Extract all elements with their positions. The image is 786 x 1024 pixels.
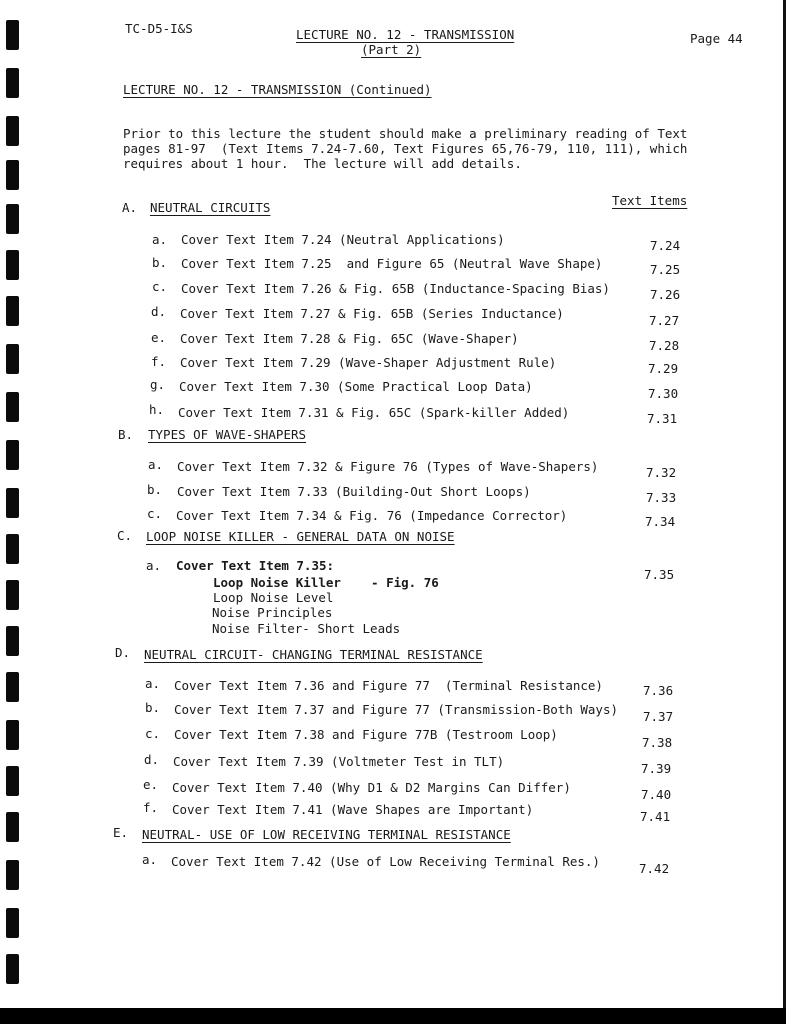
binder-hole bbox=[6, 296, 19, 326]
item-letter: a. bbox=[142, 852, 158, 867]
binder-hole bbox=[6, 68, 19, 98]
item-text: Cover Text Item 7.36 and Figure 77 (Terminal Resistance) bbox=[174, 678, 603, 693]
item-text: Cover Text Item 7.31 & Fig. 65C (Spark-killer Added) bbox=[178, 405, 570, 420]
item-text: Cover Text Item 7.35: bbox=[176, 558, 335, 573]
intro-line: requires about 1 hour. The lecture will add details. bbox=[123, 156, 522, 171]
item-ref: 7.30 bbox=[648, 386, 679, 401]
binder-hole bbox=[6, 116, 19, 146]
item-letter: a. bbox=[146, 558, 162, 573]
binder-hole bbox=[6, 344, 19, 374]
item-ref: 7.29 bbox=[648, 361, 679, 376]
item-ref: 7.32 bbox=[646, 465, 677, 480]
binder-hole bbox=[6, 204, 19, 234]
section-letter: A. bbox=[122, 200, 138, 215]
item-letter: d. bbox=[144, 752, 160, 767]
scan-bottom-edge bbox=[0, 1008, 786, 1024]
item-text: Cover Text Item 7.26 & Fig. 65B (Inductance-Spacing Bias) bbox=[181, 281, 610, 296]
item-ref: 7.27 bbox=[649, 313, 680, 328]
sub-item: Noise Filter- Short Leads bbox=[212, 621, 401, 636]
section-letter: C. bbox=[117, 528, 133, 543]
item-letter: b. bbox=[147, 482, 163, 497]
item-ref: 7.41 bbox=[640, 809, 671, 824]
item-text: Cover Text Item 7.37 and Figure 77 (Transmission-Both Ways) bbox=[174, 702, 619, 717]
section-letter: D. bbox=[115, 645, 131, 660]
item-text: Cover Text Item 7.38 and Figure 77B (Testroom Loop) bbox=[174, 727, 558, 742]
binder-hole bbox=[6, 860, 19, 890]
binder-hole bbox=[6, 488, 19, 518]
lecture-part: (Part 2) bbox=[361, 42, 422, 57]
document-id: TC-D5-I&S bbox=[125, 21, 193, 36]
item-ref: 7.25 bbox=[650, 262, 681, 277]
binder-hole bbox=[6, 250, 19, 280]
binder-hole bbox=[6, 672, 19, 702]
section-title: TYPES OF WAVE-SHAPERS bbox=[148, 427, 307, 442]
section-title: NEUTRAL- USE OF LOW RECEIVING TERMINAL RESISTANCE bbox=[142, 827, 511, 842]
binder-hole bbox=[6, 812, 19, 842]
lecture-title: LECTURE NO. 12 - TRANSMISSION bbox=[296, 27, 515, 42]
item-letter: h. bbox=[149, 402, 165, 417]
item-ref: 7.40 bbox=[641, 787, 672, 802]
item-letter: c. bbox=[147, 506, 163, 521]
item-letter: b. bbox=[145, 700, 161, 715]
section-title: NEUTRAL CIRCUIT- CHANGING TERMINAL RESISTANCE bbox=[144, 647, 483, 662]
section-letter: E. bbox=[113, 825, 129, 840]
section-title: LOOP NOISE KILLER - GENERAL DATA ON NOISE bbox=[146, 529, 455, 544]
item-text: Cover Text Item 7.40 (Why D1 & D2 Margins Can Differ) bbox=[172, 780, 571, 795]
item-letter: a. bbox=[148, 457, 164, 472]
item-text: Cover Text Item 7.29 (Wave-Shaper Adjustment Rule) bbox=[180, 355, 557, 370]
binder-hole bbox=[6, 626, 19, 656]
item-text: Cover Text Item 7.27 & Fig. 65B (Series Inductance) bbox=[180, 306, 564, 321]
item-text: Cover Text Item 7.24 (Neutral Applications) bbox=[181, 232, 505, 247]
item-letter: c. bbox=[152, 279, 168, 294]
item-ref: 7.31 bbox=[647, 411, 678, 426]
item-letter: f. bbox=[143, 800, 159, 815]
binder-hole bbox=[6, 766, 19, 796]
item-ref: 7.36 bbox=[643, 683, 674, 698]
item-letter: c. bbox=[145, 726, 161, 741]
sub-item: Loop Noise Level bbox=[213, 590, 334, 605]
intro-line: pages 81-97 (Text Items 7.24-7.60, Text Figures 65,76-79, 110, 111), which bbox=[123, 141, 688, 156]
item-letter: a. bbox=[152, 232, 168, 247]
item-text: Cover Text Item 7.25 and Figure 65 (Neutral Wave Shape) bbox=[181, 256, 603, 271]
item-text: Cover Text Item 7.41 (Wave Shapes are Important) bbox=[172, 802, 534, 817]
binder-hole bbox=[6, 160, 19, 190]
binder-hole bbox=[6, 392, 19, 422]
item-letter: b. bbox=[152, 255, 168, 270]
item-text: Cover Text Item 7.32 & Figure 76 (Types of Wave-Shapers) bbox=[177, 459, 599, 474]
item-text: Cover Text Item 7.28 & Fig. 65C (Wave-Shaper) bbox=[180, 331, 519, 346]
binder-hole bbox=[6, 440, 19, 470]
item-text: Cover Text Item 7.39 (Voltmeter Test in TLT) bbox=[173, 754, 505, 769]
binder-hole bbox=[6, 20, 19, 50]
sub-item: Noise Principles bbox=[212, 605, 333, 620]
item-ref: 7.35 bbox=[644, 567, 675, 582]
item-ref: 7.37 bbox=[643, 709, 674, 724]
binder-hole bbox=[6, 954, 19, 984]
continued-heading: LECTURE NO. 12 - TRANSMISSION (Continued) bbox=[123, 82, 432, 97]
item-ref: 7.39 bbox=[641, 761, 672, 776]
item-ref: 7.38 bbox=[642, 735, 673, 750]
binder-hole bbox=[6, 580, 19, 610]
item-text: Cover Text Item 7.33 (Building-Out Short Loops) bbox=[177, 484, 531, 499]
item-text: Cover Text Item 7.30 (Some Practical Loop Data) bbox=[179, 379, 533, 394]
item-text: Cover Text Item 7.34 & Fig. 76 (Impedance Corrector) bbox=[176, 508, 568, 523]
binder-hole bbox=[6, 534, 19, 564]
item-ref: 7.28 bbox=[649, 338, 680, 353]
item-letter: a. bbox=[145, 676, 161, 691]
item-letter: d. bbox=[151, 304, 167, 319]
item-ref: 7.42 bbox=[639, 861, 670, 876]
binder-hole bbox=[6, 908, 19, 938]
item-letter: e. bbox=[151, 330, 167, 345]
item-letter: g. bbox=[150, 377, 166, 392]
item-ref: 7.26 bbox=[650, 287, 681, 302]
item-letter: f. bbox=[151, 354, 167, 369]
item-ref: 7.33 bbox=[646, 490, 677, 505]
intro-line: Prior to this lecture the student should make a preliminary reading of Text bbox=[123, 126, 688, 141]
section-letter: B. bbox=[118, 427, 134, 442]
binder-hole bbox=[6, 720, 19, 750]
item-text: Cover Text Item 7.42 (Use of Low Receiving Terminal Res.) bbox=[171, 854, 600, 869]
section-title: NEUTRAL CIRCUITS bbox=[150, 200, 271, 215]
page-number: Page 44 bbox=[690, 31, 743, 46]
item-ref: 7.24 bbox=[650, 238, 681, 253]
item-ref: 7.34 bbox=[645, 514, 676, 529]
sub-item: Loop Noise Killer - Fig. 76 bbox=[213, 575, 439, 590]
item-letter: e. bbox=[143, 777, 159, 792]
text-items-column-header: Text Items bbox=[612, 193, 688, 208]
